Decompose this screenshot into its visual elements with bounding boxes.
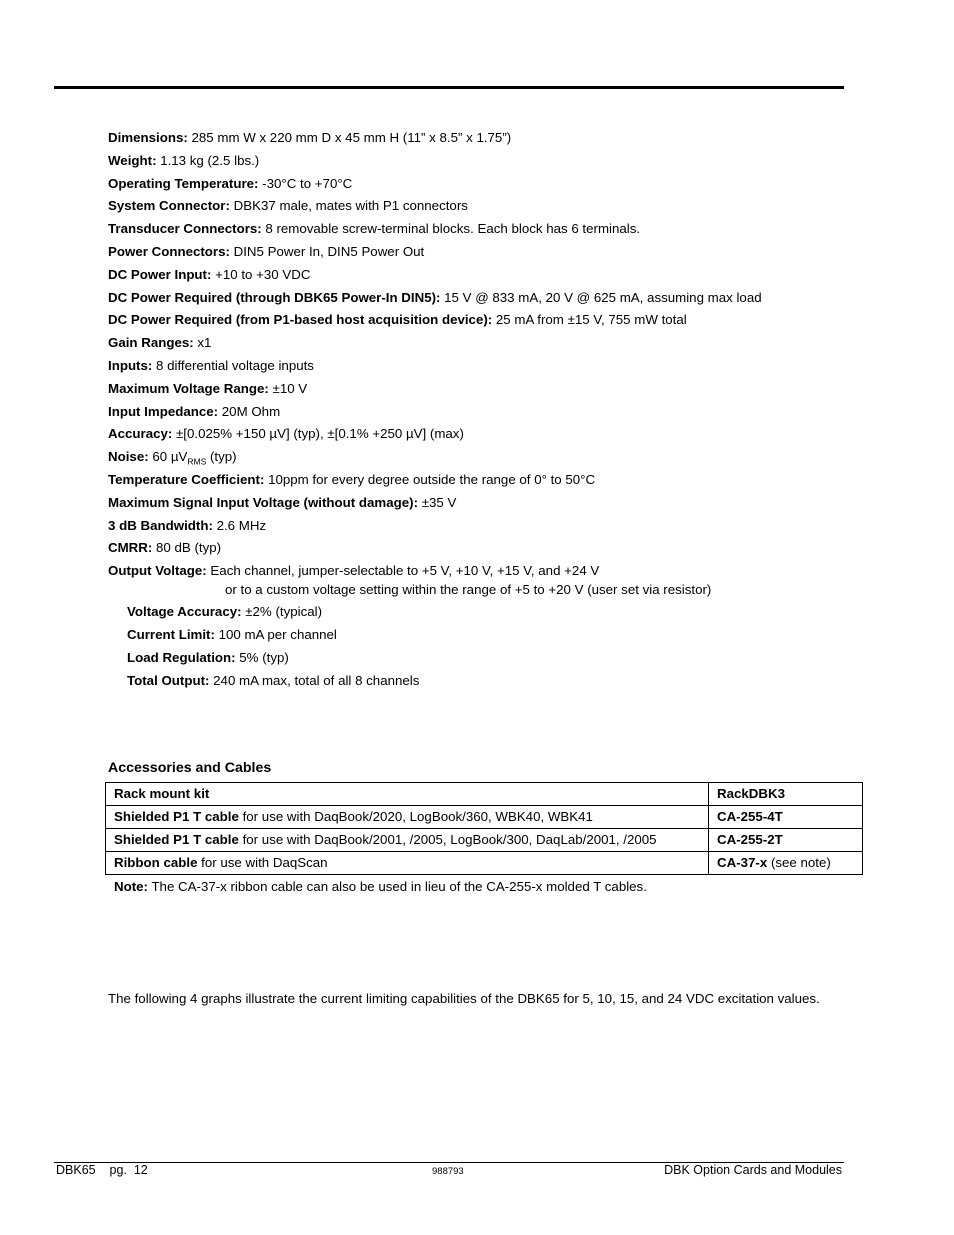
spec-dc-power-din5: DC Power Required (through DBK65 Power-In DIN5): 15 V @ 833 mA, 20 V @ 625 mA, assuming max load xyxy=(108,289,762,305)
accessories-heading: Accessories and Cables xyxy=(108,760,272,776)
spec-accuracy: Accuracy: ±[0.025% +150 µV] (typ), ±[0.1% +250 µV] (max) xyxy=(108,426,464,442)
table-row xyxy=(106,829,863,852)
accessories-table xyxy=(105,782,863,875)
spec-input-impedance: Input Impedance: 20M Ohm xyxy=(108,403,281,419)
spec-operating-temperature: Operating Temperature: -30°C to +70°C xyxy=(108,175,353,191)
spec-max-signal-input-voltage: Maximum Signal Input Voltage (without damage): ±35 V xyxy=(108,494,457,510)
spec-noise: Noise: 60 µV$_{RMS}$ (typ) xyxy=(108,449,237,467)
table-row xyxy=(106,806,863,829)
spec-gain-ranges: Gain Ranges: x1 xyxy=(108,335,212,351)
spec-temperature-coefficient: Temperature Coefficient: 10ppm for every degree outside the range of 0° to 50°C xyxy=(108,471,596,487)
accessory-part: CA-37-x (see note) xyxy=(709,852,863,875)
spec-output-voltage: Output Voltage: Each channel, jumper-selectable to +5 V, +10 V, +15 V, and +24 V or to a custom voltage setting within the range of +5 to +20 V (user set via resistor) xyxy=(108,563,712,598)
spec-dc-power-p1: DC Power Required (from P1-based host acquisition device): 25 mA from ±15 V, 755 mW total xyxy=(108,312,687,328)
spec-cmrr: CMRR: 80 dB (typ) xyxy=(108,540,222,556)
accessory-name: Ribbon cable for use with DaqScan xyxy=(106,852,709,875)
footer-document-number: 988793 xyxy=(432,1166,464,1177)
spec-power-connectors: Power Connectors: DIN5 Power In, DIN5 Power Out xyxy=(108,243,425,259)
top-rule xyxy=(54,86,844,89)
spec-transducer-connectors: Transducer Connectors: 8 removable screw-terminal blocks. Each block has 6 terminals. xyxy=(108,221,641,237)
spec-max-voltage-range: Maximum Voltage Range: ±10 V xyxy=(108,380,308,396)
spec-bandwidth: 3 dB Bandwidth: 2.6 MHz xyxy=(108,517,267,533)
accessory-part: RackDBK3 xyxy=(709,783,863,806)
table-row xyxy=(106,852,863,875)
footer-page-number: DBK65 pg. 12 xyxy=(56,1163,148,1177)
accessory-name: Rack mount kit xyxy=(106,783,709,806)
accessory-name: Shielded P1 T cable for use with DaqBook/2020, LogBook/360, WBK40, WBK41 xyxy=(106,806,709,829)
table-row xyxy=(106,783,863,806)
spec-system-connector: System Connector: DBK37 male, mates with P1 connectors xyxy=(108,198,468,214)
spec-inputs: Inputs: 8 differential voltage inputs xyxy=(108,357,314,373)
spec-total-output: Total Output: 240 mA max, total of all 8 channels xyxy=(127,672,420,688)
spec-current-limit: Current Limit: 100 mA per channel xyxy=(127,626,337,642)
spec-dimensions: Dimensions: 285 mm W x 220 mm D x 45 mm H (11” x 8.5” x 1.75”) xyxy=(108,130,512,145)
accessory-name: Shielded P1 T cable for use with DaqBook/2001, /2005, LogBook/300, DaqLab/2001, /2005 xyxy=(106,829,709,852)
accessories-note: Note: The CA-37-x ribbon cable can also be used in lieu of the CA-255-x molded T cables. xyxy=(114,879,647,894)
spec-dc-power-input: DC Power Input: +10 to +30 VDC xyxy=(108,266,311,282)
accessory-part: CA-255-4T xyxy=(709,806,863,829)
footer-document-title: DBK Option Cards and Modules xyxy=(664,1163,842,1177)
spec-load-regulation: Load Regulation: 5% (typ) xyxy=(127,649,289,665)
specifications xyxy=(108,128,868,693)
spec-weight: Weight: 1.13 kg (2.5 lbs.) xyxy=(108,152,260,168)
spec-voltage-accuracy: Voltage Accuracy: ±2% (typical) xyxy=(127,604,322,620)
graphs-intro-paragraph: The following 4 graphs illustrate the current limiting capabilities of the DBK65 for 5, 10, 15, and 24 VDC excitation values. xyxy=(108,991,820,1006)
accessory-part: CA-255-2T xyxy=(709,829,863,852)
